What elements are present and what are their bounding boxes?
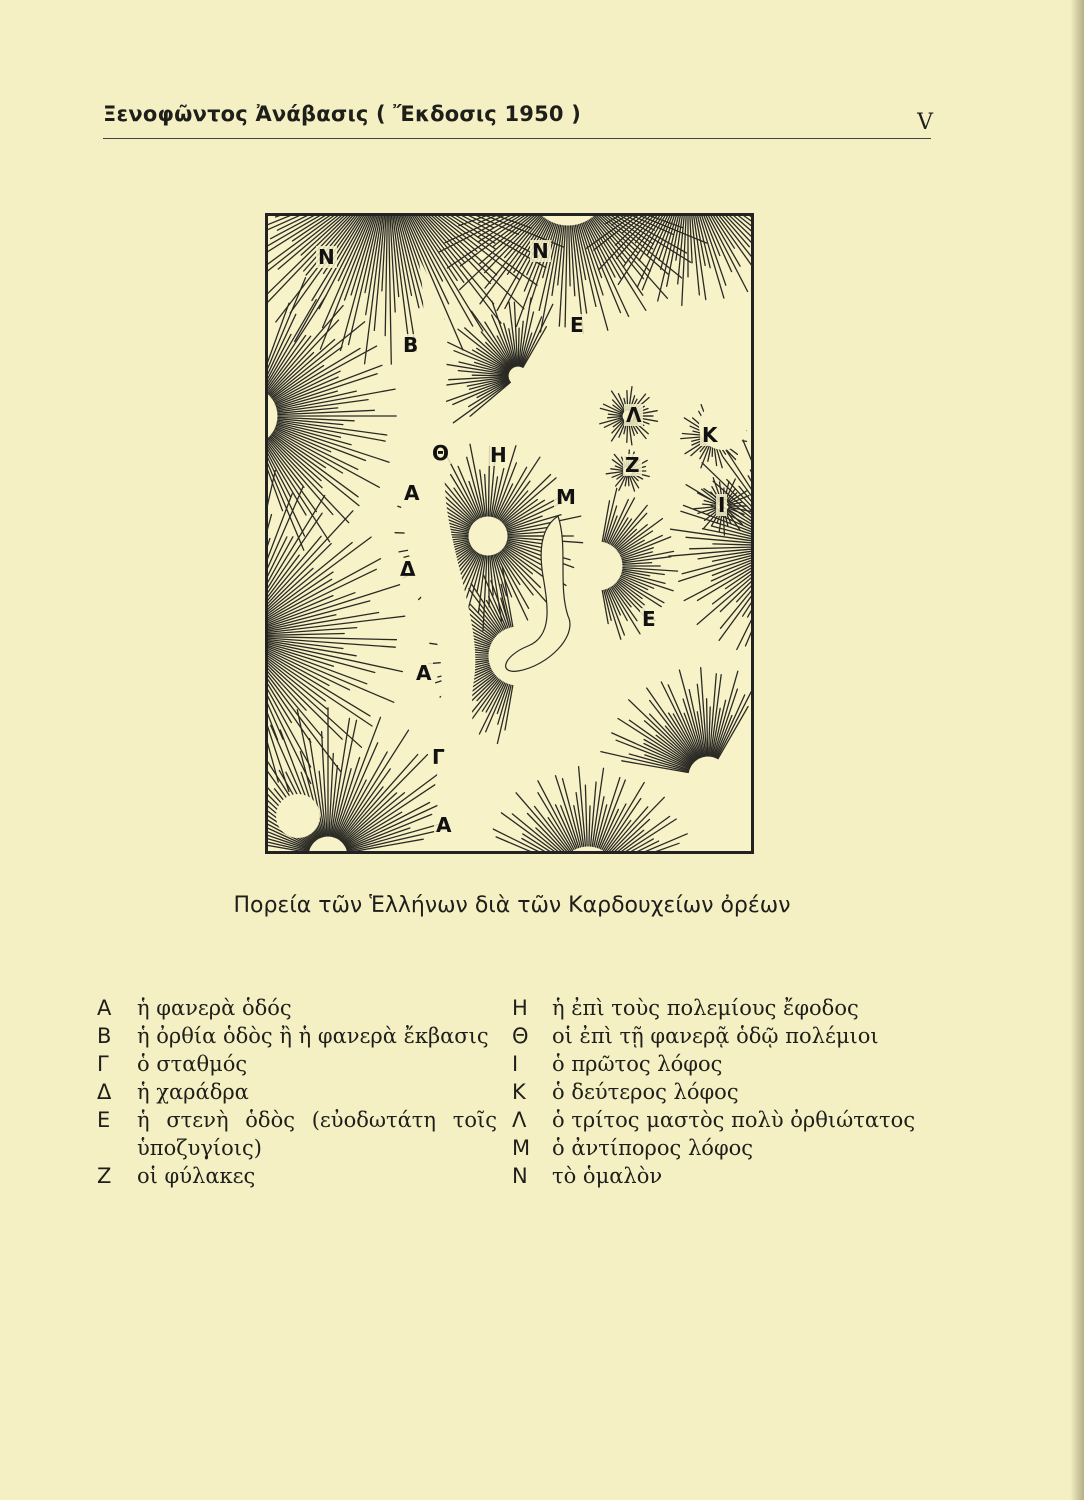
hachure-stroke — [502, 550, 540, 588]
map-label-k: K — [702, 423, 718, 447]
legend-item — [512, 1106, 932, 1134]
legend-item — [512, 994, 932, 1022]
hachure-stroke — [274, 430, 379, 487]
map-label-a-mid: A — [404, 481, 420, 505]
map-label-z: Z — [625, 453, 640, 477]
legend-letter: Θ — [512, 1024, 529, 1048]
legend-item — [97, 1022, 497, 1050]
legend-letter: Z — [97, 1164, 112, 1188]
hachure-stroke — [585, 785, 587, 846]
legend-letter: M — [512, 1136, 531, 1160]
legend-text: ὁ ἀντίπορος λόφος — [552, 1136, 754, 1160]
hachure-stroke — [605, 590, 620, 639]
legend-letter: I — [512, 1052, 519, 1076]
legend-text: ἡ στενὴ ὁδὸς (εὐοδωτάτη τοῖς ὑποζυγίοις) — [137, 1108, 497, 1160]
hachure-stroke — [684, 560, 751, 601]
map-label-m: M — [556, 485, 576, 509]
hachure-stroke — [563, 779, 581, 847]
mountain-map — [265, 213, 754, 854]
legend-left-column — [97, 994, 497, 1190]
map-label-lambda: Λ — [626, 403, 642, 427]
legend-text: τὸ ὁμαλὸν — [552, 1164, 663, 1188]
map-label-e-top: E — [570, 313, 584, 337]
hachure-stroke — [472, 375, 508, 376]
hachure-stroke — [497, 221, 548, 311]
legend-right-column — [512, 994, 932, 1190]
hachure-stroke — [686, 537, 751, 543]
legend-item — [512, 1162, 932, 1190]
hachure-stroke — [690, 547, 751, 549]
legend-letter: H — [512, 996, 528, 1020]
hachure-stroke — [628, 476, 629, 486]
hachure-stroke — [711, 558, 751, 581]
legend-item — [97, 994, 497, 1022]
map-label-e-right: E — [642, 607, 656, 631]
page-number: V — [917, 110, 933, 135]
hachure-stroke — [608, 807, 648, 851]
hachure-stroke — [453, 382, 510, 423]
hachure-stroke — [622, 574, 673, 591]
hachure-stroke — [268, 569, 376, 623]
map-label-i: I — [718, 493, 726, 517]
legend-item — [512, 1022, 932, 1050]
legend-text: ἡ φανερὰ ὁδός — [137, 996, 292, 1020]
header-rule — [103, 138, 931, 139]
hachure-stroke — [268, 555, 299, 612]
running-head: Ξενοφῶντος Ἀνάβασις ( Ἔκδοσις 1950 ) — [103, 102, 582, 126]
legend-text: οἱ φύλακες — [137, 1164, 256, 1188]
legend-letter: A — [97, 996, 112, 1020]
legend-item — [512, 1050, 932, 1078]
map-label-h: H — [490, 443, 507, 467]
legend-item — [512, 1078, 932, 1106]
legend-text: ὁ σταθμός — [137, 1052, 248, 1076]
hachure-stroke — [508, 516, 581, 532]
map-label-n-top: N — [532, 239, 549, 263]
legend-item — [512, 1134, 932, 1162]
legend-letter: B — [97, 1024, 112, 1048]
hachure-terrain — [268, 216, 751, 851]
hachure-stroke — [716, 695, 745, 758]
hachure-stroke — [522, 317, 542, 367]
hachure-stroke — [569, 226, 570, 286]
map-caption: Πορεία τῶν Ἑλλήνων διὰ τῶν Καρδουχείων ὀρέων — [233, 893, 791, 918]
hachure-stroke — [619, 580, 661, 607]
page-edge-shadow — [1070, 0, 1084, 1500]
hachure-stroke — [492, 301, 515, 366]
hachure-stroke — [268, 634, 344, 636]
page-header — [103, 98, 933, 138]
legend-letter: K — [512, 1080, 526, 1104]
map-label-b: B — [403, 333, 419, 357]
legend-item — [97, 1162, 497, 1190]
hachure-stroke — [270, 353, 314, 396]
legend-text: ἡ χαράδρα — [137, 1080, 249, 1104]
hachure-stroke — [522, 304, 552, 367]
map-label-delta: Δ — [400, 557, 416, 581]
hachure-stroke — [591, 219, 643, 295]
hachure-stroke — [268, 646, 367, 683]
map-label-gamma: Γ — [432, 745, 445, 769]
map-label-a-bottom: A — [436, 813, 452, 837]
legend-item — [97, 1106, 497, 1162]
map-label-n-left: N — [318, 245, 335, 269]
legend-text: ἡ ὀρθία ὁδὸς ἢ ἡ φανερὰ ἔκβασις — [137, 1024, 489, 1048]
legend-letter: Γ — [97, 1052, 109, 1076]
hachure-stroke — [669, 549, 751, 557]
legend-letter: Λ — [512, 1108, 527, 1132]
hachure-stroke — [488, 556, 489, 607]
hachure-stroke — [668, 685, 700, 758]
legend-text: οἱ ἐπὶ τῇ φανερᾷ ὁδῷ πολέμιοι — [552, 1024, 879, 1048]
hachure-stroke — [589, 806, 590, 846]
hachure-stroke — [268, 216, 354, 263]
legend-text: ἡ ἐπὶ τοὺς πολεμίους ἔφοδος — [552, 996, 859, 1020]
legend-letter: Δ — [97, 1080, 112, 1104]
hachure-stroke — [714, 671, 738, 757]
legend-letter: N — [512, 1164, 528, 1188]
hachure-stroke — [268, 664, 278, 740]
hachure-stroke — [690, 216, 692, 263]
legend-text: ὁ πρῶτος λόφος — [552, 1052, 723, 1076]
hachure-stroke — [703, 504, 717, 505]
legend-item — [97, 1050, 497, 1078]
map-label-a-lower: A — [416, 661, 432, 685]
hachure-stroke — [274, 346, 376, 402]
hachure-stroke — [611, 469, 623, 471]
legend-letter: E — [97, 1108, 111, 1132]
clearing-bottom-left — [276, 794, 320, 838]
legend-text: ὁ δεύτερος λόφος — [552, 1080, 739, 1104]
hachure-stroke — [580, 224, 603, 295]
legend-item — [97, 1078, 497, 1106]
map-label-theta: Θ — [432, 441, 450, 465]
hachure-stroke — [713, 544, 751, 545]
legend-text: ὁ τρίτος μαστὸς πολὺ ὀρθιώτατος — [552, 1108, 916, 1132]
hachure-stroke — [268, 616, 405, 632]
hachure-stroke — [454, 351, 509, 373]
hachure-stroke — [565, 226, 567, 327]
